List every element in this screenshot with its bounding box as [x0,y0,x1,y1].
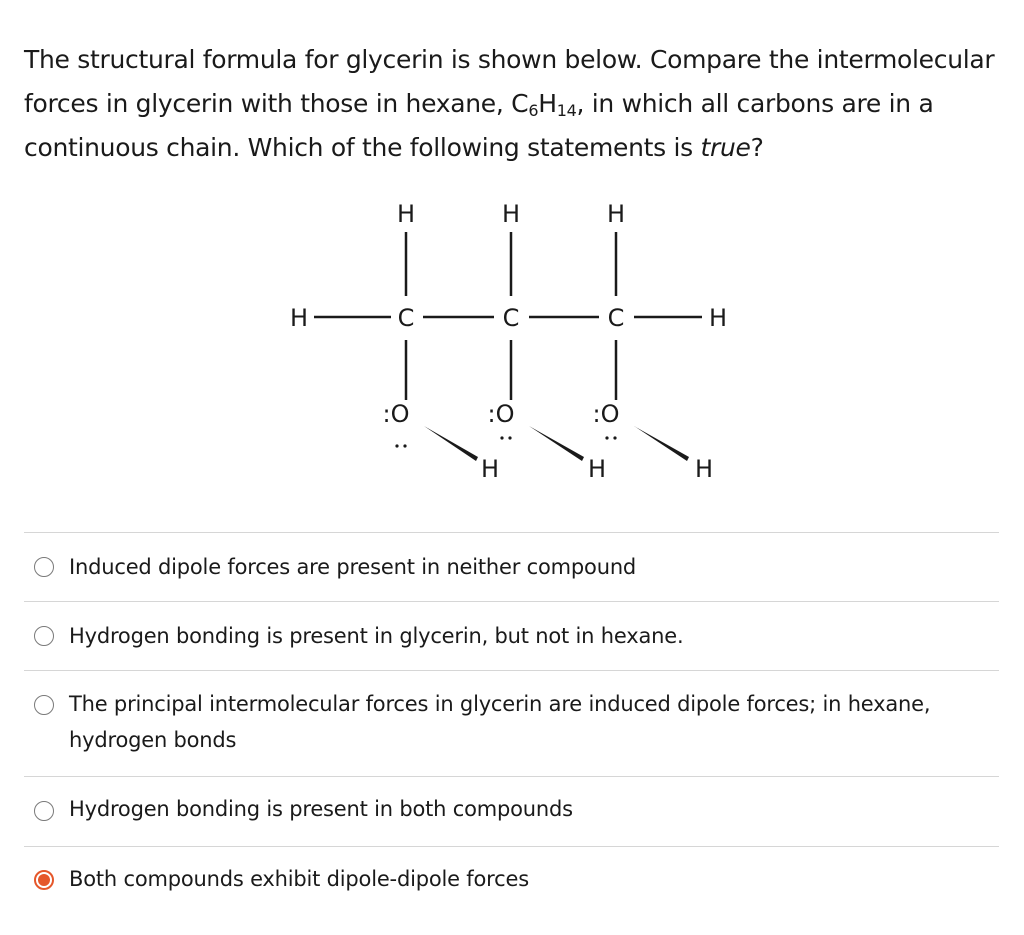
option-label: The principal intermolecular forces in glycerin are induced dipole forces; in hexane, hydrogen bonds [69,692,931,752]
carbon-2: C [502,304,520,332]
bottom-h-2: H [587,455,607,483]
question-emphasis: true [700,133,751,162]
radio-button[interactable] [34,626,54,646]
bond-o-h-1 [424,426,478,461]
radio-button[interactable] [34,695,54,715]
option-label: Hydrogen bonding is present in glycerin, but not in hexane. [69,624,684,648]
question-text-part-1: The structural formula for glycerin is shown below. Compare the intermolecular forces in glycerin with those in hexane, C [24,45,995,118]
lone-pair-3 [605,436,616,439]
oxygen-1: :O [382,400,410,428]
radio-button[interactable] [34,801,54,821]
option-5[interactable] [24,847,999,917]
radio-button[interactable] [34,557,54,577]
oxygen-2: :O [487,400,515,428]
option-label: Hydrogen bonding is present in both compounds [69,797,573,821]
oxygen-3: :O [592,400,620,428]
answer-options [24,532,999,917]
option-2[interactable] [24,602,999,670]
option-label: Induced dipole forces are present in neither compound [69,555,637,579]
top-h-2: H [501,200,521,228]
formula-h: H [538,89,557,118]
carbon-3: C [607,304,625,332]
bond-o-h-3 [634,426,689,461]
question-end-mark: ? [750,133,764,162]
right-h: H [708,304,728,332]
option-4[interactable] [24,777,999,846]
carbon-1: C [397,304,415,332]
formula-c-subscript: 6 [528,101,539,120]
top-h-1: H [396,200,416,228]
bottom-h-1: H [480,455,500,483]
bottom-h-3: H [694,455,714,483]
option-1[interactable] [24,533,999,601]
top-h-3: H [606,200,626,228]
lone-pair-1 [395,444,406,447]
radio-button-selected[interactable] [34,870,54,890]
option-3[interactable] [24,671,999,776]
formula-h-subscript: 14 [556,101,577,120]
left-h: H [289,304,309,332]
lone-pair-2 [500,436,511,439]
bond-o-h-2 [529,426,584,461]
option-label: Both compounds exhibit dipole-dipole forces [69,867,529,891]
question-text-part-2: , in which all carbons are in a continuous chain. Which of the following statements is [24,89,934,162]
